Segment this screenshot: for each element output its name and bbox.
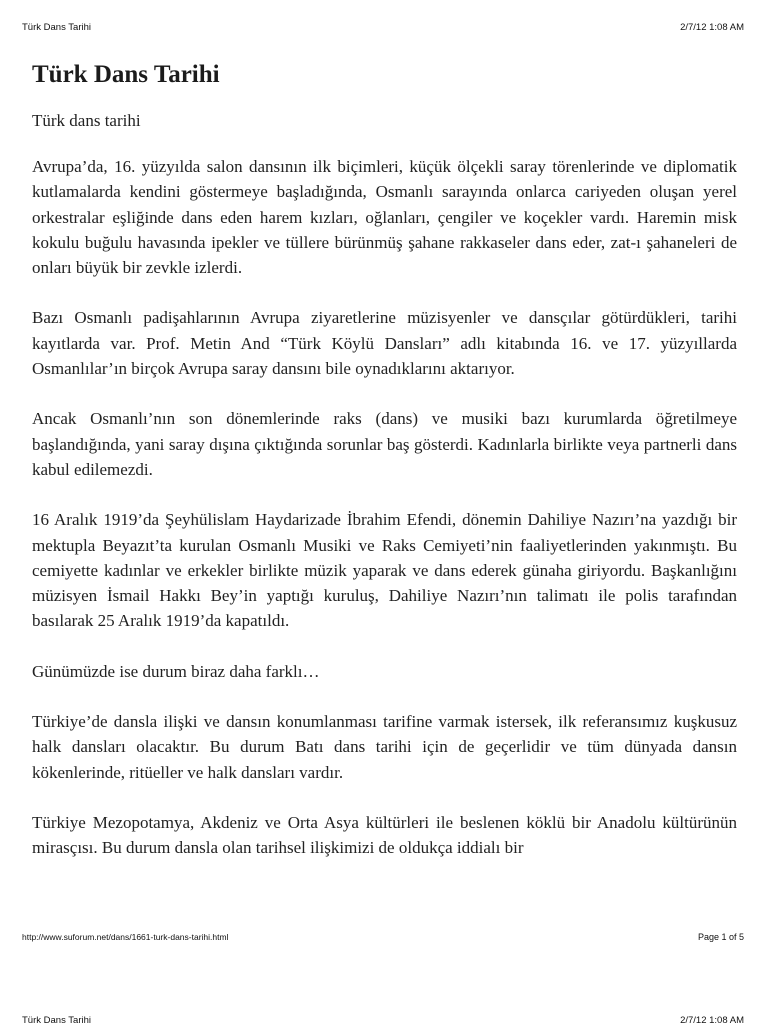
- header-doc-title: Türk Dans Tarihi: [22, 22, 91, 33]
- next-page-doc-title: Türk Dans Tarihi: [22, 1015, 91, 1026]
- paragraph: Türkiye’de dansla ilişki ve dansın konumlanması tarifine varmak istersek, ilk referansımız kuşkusuz halk dansları olacaktır. Bu durum Batı dans tarihi için de geçerlidir ve tüm dünyada dansın kökenlerinde, ritüeller ve halk dansları vardır.: [32, 712, 737, 782]
- next-page-datetime: 2/7/12 1:08 AM: [680, 1015, 744, 1026]
- next-page-header: [0, 1005, 768, 1024]
- print-footer: [0, 925, 768, 955]
- footer-url[interactable]: http://www.suforum.net/dans/1661-turk-dans-tarihi.html: [22, 932, 229, 942]
- article: [32, 58, 737, 886]
- page-number: Page 1 of 5: [697, 932, 744, 942]
- paragraph: Türkiye Mezopotamya, Akdeniz ve Orta Asya kültürleri ile beslenen köklü bir Anadolu kültürünün mirasçısı. Bu durum dansla olan tarihsel ilişkimizi de oldukça iddialı bir: [32, 812, 737, 858]
- header-datetime: 2/7/12 1:08 AM: [680, 22, 744, 33]
- page-title: Türk Dans Tarihi: [32, 61, 220, 88]
- paragraph: Günümüzde ise durum biraz daha farklı…: [32, 661, 320, 681]
- print-header: [0, 0, 768, 40]
- paragraph: Ancak Osmanlı’nın son dönemlerinde raks (dans) ve musiki bazı kurumlarda öğretilmeye başlandığında, yani saray dışına çıktığında sorunlar baş gösterdi. Kadınlarla birlikte veya partnerli dans kabul edilemezdi.: [32, 409, 737, 479]
- article-subtitle: Türk dans tarihi: [32, 111, 141, 130]
- paragraph: 16 Aralık 1919’da Şeyhülislam Haydarizade İbrahim Efendi, dönemin Dahiliye Nazırı’na yazdığı bir mektupla Beyazıt’ta kurulan Osmanlı Musiki ve Raks Cemiyeti’nin faaliyetlerinden yakınmıştı. Bu cemiyette kadınlar ve erkekler birlikte müzik yaparak ve dans ederek günaha giriyordu. Başkanlığını müzisyen İsmail Hakkı Bey’in yaptığı kuruluş, Dahiliye Nazırı’nın talimatı ile polis tarafından basılarak 25 Aralık 1919’da kapatıldı.: [32, 510, 737, 631]
- paragraph: Avrupa’da, 16. yüzyılda salon dansının ilk biçimleri, küçük ölçekli saray törenlerinde ve diplomatik kutlamalarda kendini göstermeye başladığında, Osmanlı sarayında onlarca cariyeden oluşan yerel orkestralar eşliğinde dans eden harem kızları, oğlanları, çengiler ve koçekler vardı. Haremin misk kokulu buğulu havasında ipekler ve tüllere bürünmüş şahane rakkaseler dans eder, zat-ı şahaneleri de onları büyük bir zevkle izlerdi.: [32, 157, 737, 278]
- paragraph: Bazı Osmanlı padişahlarının Avrupa ziyaretlerine müzisyenler ve dansçılar götürdükleri, tarihi kayıtlarda var. Prof. Metin And “Türk Köylü Dansları” adlı kitabında 16. ve 17. yüzyıllarda Osmanlılar’ın birçok Avrupa saray dansını bile oynadıklarını aktarıyor.: [32, 308, 737, 379]
